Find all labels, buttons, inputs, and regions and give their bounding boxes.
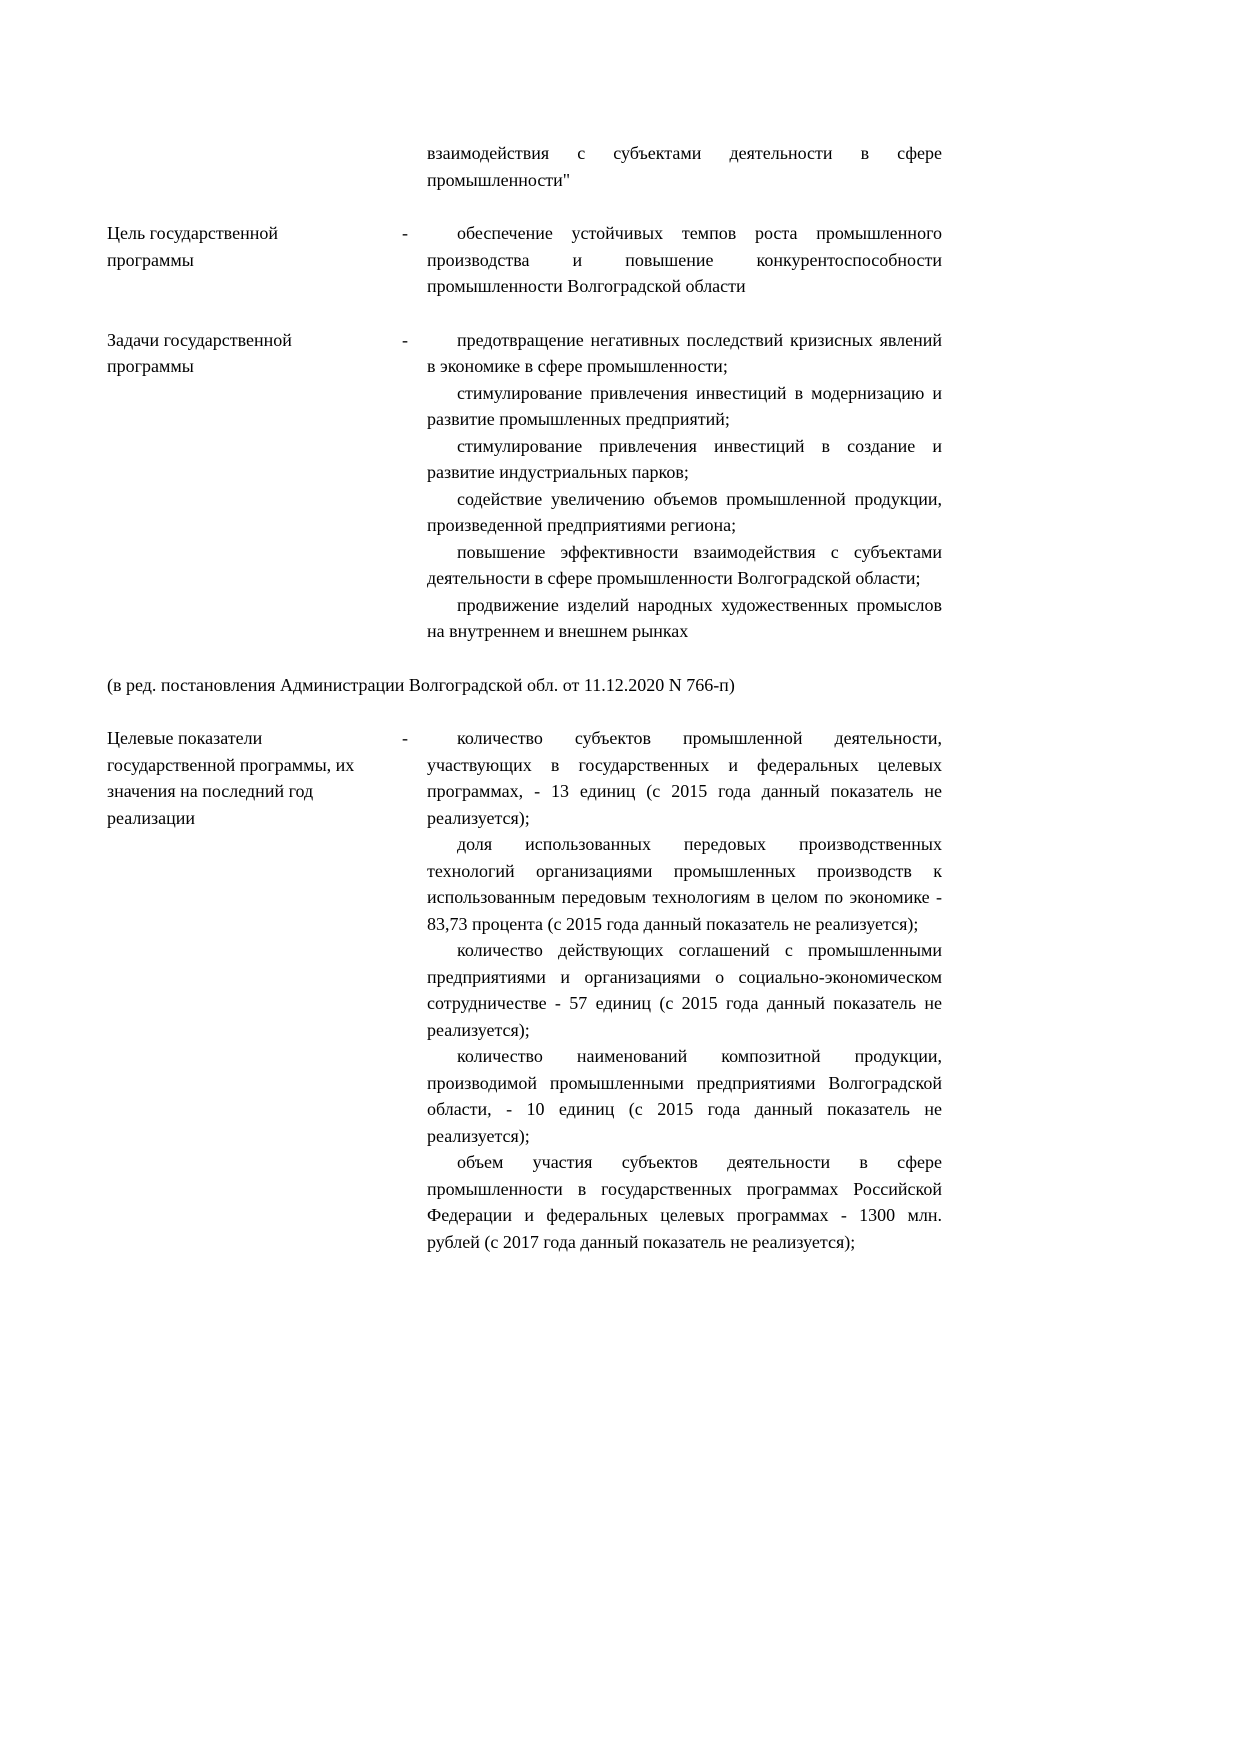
paragraph: доля использованных передовых производственных технологий организациями промышленных производств к использованным передовым технологиям в целом по экономике - 83,73 процента (с 2015 года данный показатель не реализуется); (427, 834, 942, 934)
row-text (427, 220, 942, 300)
table-row-goal (107, 220, 942, 300)
continuation-row (107, 140, 942, 193)
paragraph: количество действующих соглашений с промышленными предприятиями и организациями о социально-экономическом сотрудничестве - 57 единиц (с 2015 года данный показатель не реализуется); (427, 940, 942, 1040)
amendment-note: (в ред. постановления Администрации Волгоградской обл. от 11.12.2020 N 766-п) (107, 674, 735, 695)
paragraph: количество наименований композитной продукции, производимой промышленными предприятиями Волгоградской области, - 10 единиц (с 2015 года данный показатель не реализуется); (427, 1046, 942, 1146)
row-label: Задачи государственной программы (107, 329, 292, 376)
paragraph: предотвращение негативных последствий кризисных явлений в экономике в сфере промышленности; (427, 329, 942, 376)
row-text (427, 140, 942, 193)
paragraph: количество субъектов промышленной деятельности, участвующих в государственных и федеральных целевых программах, - 13 единиц (с 2015 года данный показатель не реализуется); (427, 728, 942, 828)
paragraph: продвижение изделий народных художественных промыслов на внутреннем и внешнем рынках (427, 594, 942, 641)
paragraph: стимулирование привлечения инвестиций в создание и развитие индустриальных парков; (427, 435, 942, 482)
table-row-indicators (107, 725, 942, 1255)
dash-separator: - (402, 728, 408, 748)
paragraph: обеспечение устойчивых темпов роста промышленного производства и повышение конкурентоспособности промышленности Волгоградской области (427, 223, 942, 296)
paragraph: повышение эффективности взаимодействия с субъектами деятельности в сфере промышленности Волгоградской области; (427, 541, 942, 588)
dash-empty (402, 140, 427, 193)
dash-separator: - (402, 329, 408, 350)
dash-separator: - (402, 223, 408, 243)
table-row-tasks (107, 327, 942, 645)
row-text (427, 327, 942, 645)
continuation-text: взаимодействия с субъектами деятельности в сфере промышленности" (427, 143, 942, 190)
row-label: Цель государственной программы (107, 223, 278, 270)
paragraph: объем участия субъектов деятельности в сфере промышленности в государственных программах Российской Федерации и федеральных целевых программах - 1300 млн. рублей (с 2017 года данный показатель не реализуется); (427, 1152, 942, 1252)
paragraph: стимулирование привлечения инвестиций в модернизацию и развитие промышленных предприятий; (427, 382, 942, 429)
row-label-empty (107, 140, 402, 193)
paragraph: содействие увеличению объемов промышленной продукции, произведенной предприятиями региона; (427, 488, 942, 535)
row-text (427, 725, 942, 1255)
row-label: Целевые показатели государственной программы, их значения на последний год реализации (107, 728, 355, 828)
